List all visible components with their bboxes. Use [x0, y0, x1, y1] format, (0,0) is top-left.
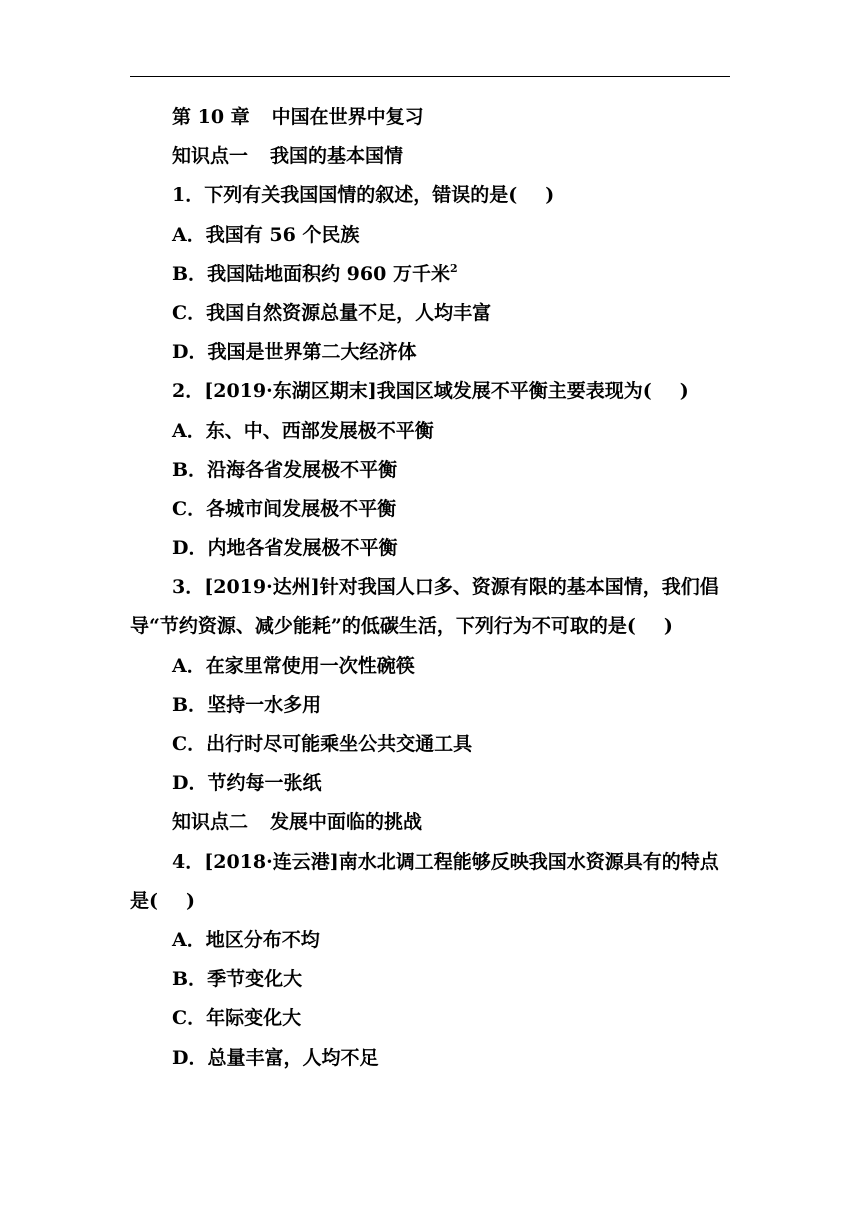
option-letter: D． [172, 772, 208, 795]
question-stem [130, 176, 730, 215]
option-letter: C． [172, 301, 207, 324]
answer-option [130, 764, 730, 803]
question-text: 我国区域发展不平衡主要表现为( [376, 380, 652, 403]
option-letter: A． [172, 928, 206, 951]
option-text: 内地各省发展极不平衡 [207, 537, 398, 560]
option-letter: B． [172, 262, 208, 285]
answer-option [130, 921, 730, 960]
option-letter: B． [172, 968, 208, 991]
option-letter: D． [172, 537, 208, 560]
answer-option [130, 255, 730, 294]
option-text: 沿海各省发展极不平衡 [207, 458, 398, 481]
answer-option [130, 686, 730, 725]
answer-option [130, 529, 730, 568]
answer-option [130, 960, 730, 999]
option-letter: C． [172, 1007, 207, 1030]
question-text: 下列有关我国国情的叙述，错误的是( [204, 184, 518, 207]
question-text: 是( [130, 889, 158, 912]
option-letter: B． [172, 693, 208, 716]
option-letter: D． [172, 1046, 208, 1069]
answer-option [130, 451, 730, 490]
option-text: 坚持一水多用 [207, 693, 322, 716]
option-text: 在家里常使用一次性碗筷 [205, 654, 415, 677]
option-text: 各城市间发展极不平衡 [206, 497, 397, 520]
answer-paren: ) [679, 380, 689, 403]
question-source: [2018·连云港] [204, 850, 339, 873]
option-text: 东、中、西部发展极不平衡 [205, 419, 434, 442]
option-letter: A． [172, 654, 206, 677]
question-text: 导“节约资源、减少能耗”的低碳生活，下列行为不可取的是( [130, 615, 636, 638]
option-text: 出行时尽可能乘坐公共交通工具 [206, 733, 473, 755]
header-rule [130, 76, 730, 77]
answer-option [130, 647, 730, 686]
answer-paren: ) [545, 184, 555, 207]
section-number: 知识点一 [172, 145, 249, 168]
section-title: 我国的基本国情 [270, 145, 404, 168]
option-text: 我国有 56 个民族 [205, 223, 360, 246]
section-number: 知识点二 [172, 811, 249, 834]
option-letter: A． [172, 223, 206, 246]
answer-paren: ) [186, 889, 195, 912]
question-number: 4． [172, 850, 205, 873]
answer-option [130, 333, 730, 372]
option-letter: C． [172, 733, 207, 755]
answer-paren: ) [663, 615, 673, 638]
answer-option [130, 294, 730, 333]
option-text: 我国陆地面积约 960 万千米 [207, 262, 450, 285]
option-letter: D． [172, 341, 208, 364]
chapter-number: 第 10 章 [172, 106, 250, 128]
question-stem [130, 568, 730, 607]
option-letter: C． [172, 497, 207, 520]
question-stem-continued [130, 607, 730, 646]
question-stem-continued [130, 882, 730, 921]
answer-option [130, 412, 730, 451]
answer-option [130, 725, 730, 764]
section-heading [130, 137, 730, 176]
answer-option [130, 490, 730, 529]
option-text: 我国是世界第二大经济体 [207, 341, 417, 364]
option-text: 季节变化大 [207, 968, 303, 991]
chapter-heading [130, 98, 730, 137]
question-source: [2019·达州] [204, 576, 320, 599]
option-text: 总量丰富，人均不足 [207, 1046, 379, 1069]
question-text: 南水北调工程能够反映我国水资源具有的特点 [338, 850, 719, 873]
option-text: 地区分布不均 [205, 928, 320, 951]
option-text: 我国自然资源总量不足，人均丰富 [206, 301, 492, 324]
option-letter: A． [172, 419, 206, 442]
question-number: 1． [172, 184, 205, 207]
section-title: 发展中面临的挑战 [270, 811, 423, 834]
option-text: 节约每一张纸 [207, 772, 322, 795]
question-source: [2019·东湖区期末] [204, 380, 377, 403]
question-stem [130, 843, 730, 882]
option-text: 年际变化大 [206, 1007, 302, 1030]
answer-option [130, 999, 730, 1038]
superscript: 2 [449, 261, 458, 275]
answer-option [130, 216, 730, 255]
question-text: 针对我国人口多、资源有限的基本国情，我们倡 [319, 576, 719, 599]
option-letter: B． [172, 458, 208, 481]
answer-option [130, 1039, 730, 1078]
question-number: 3． [172, 576, 205, 599]
section-heading [130, 803, 730, 842]
chapter-title: 中国在世界中复习 [271, 106, 424, 128]
question-stem [130, 372, 730, 411]
question-number: 2． [172, 380, 205, 403]
document-body [130, 98, 730, 1078]
